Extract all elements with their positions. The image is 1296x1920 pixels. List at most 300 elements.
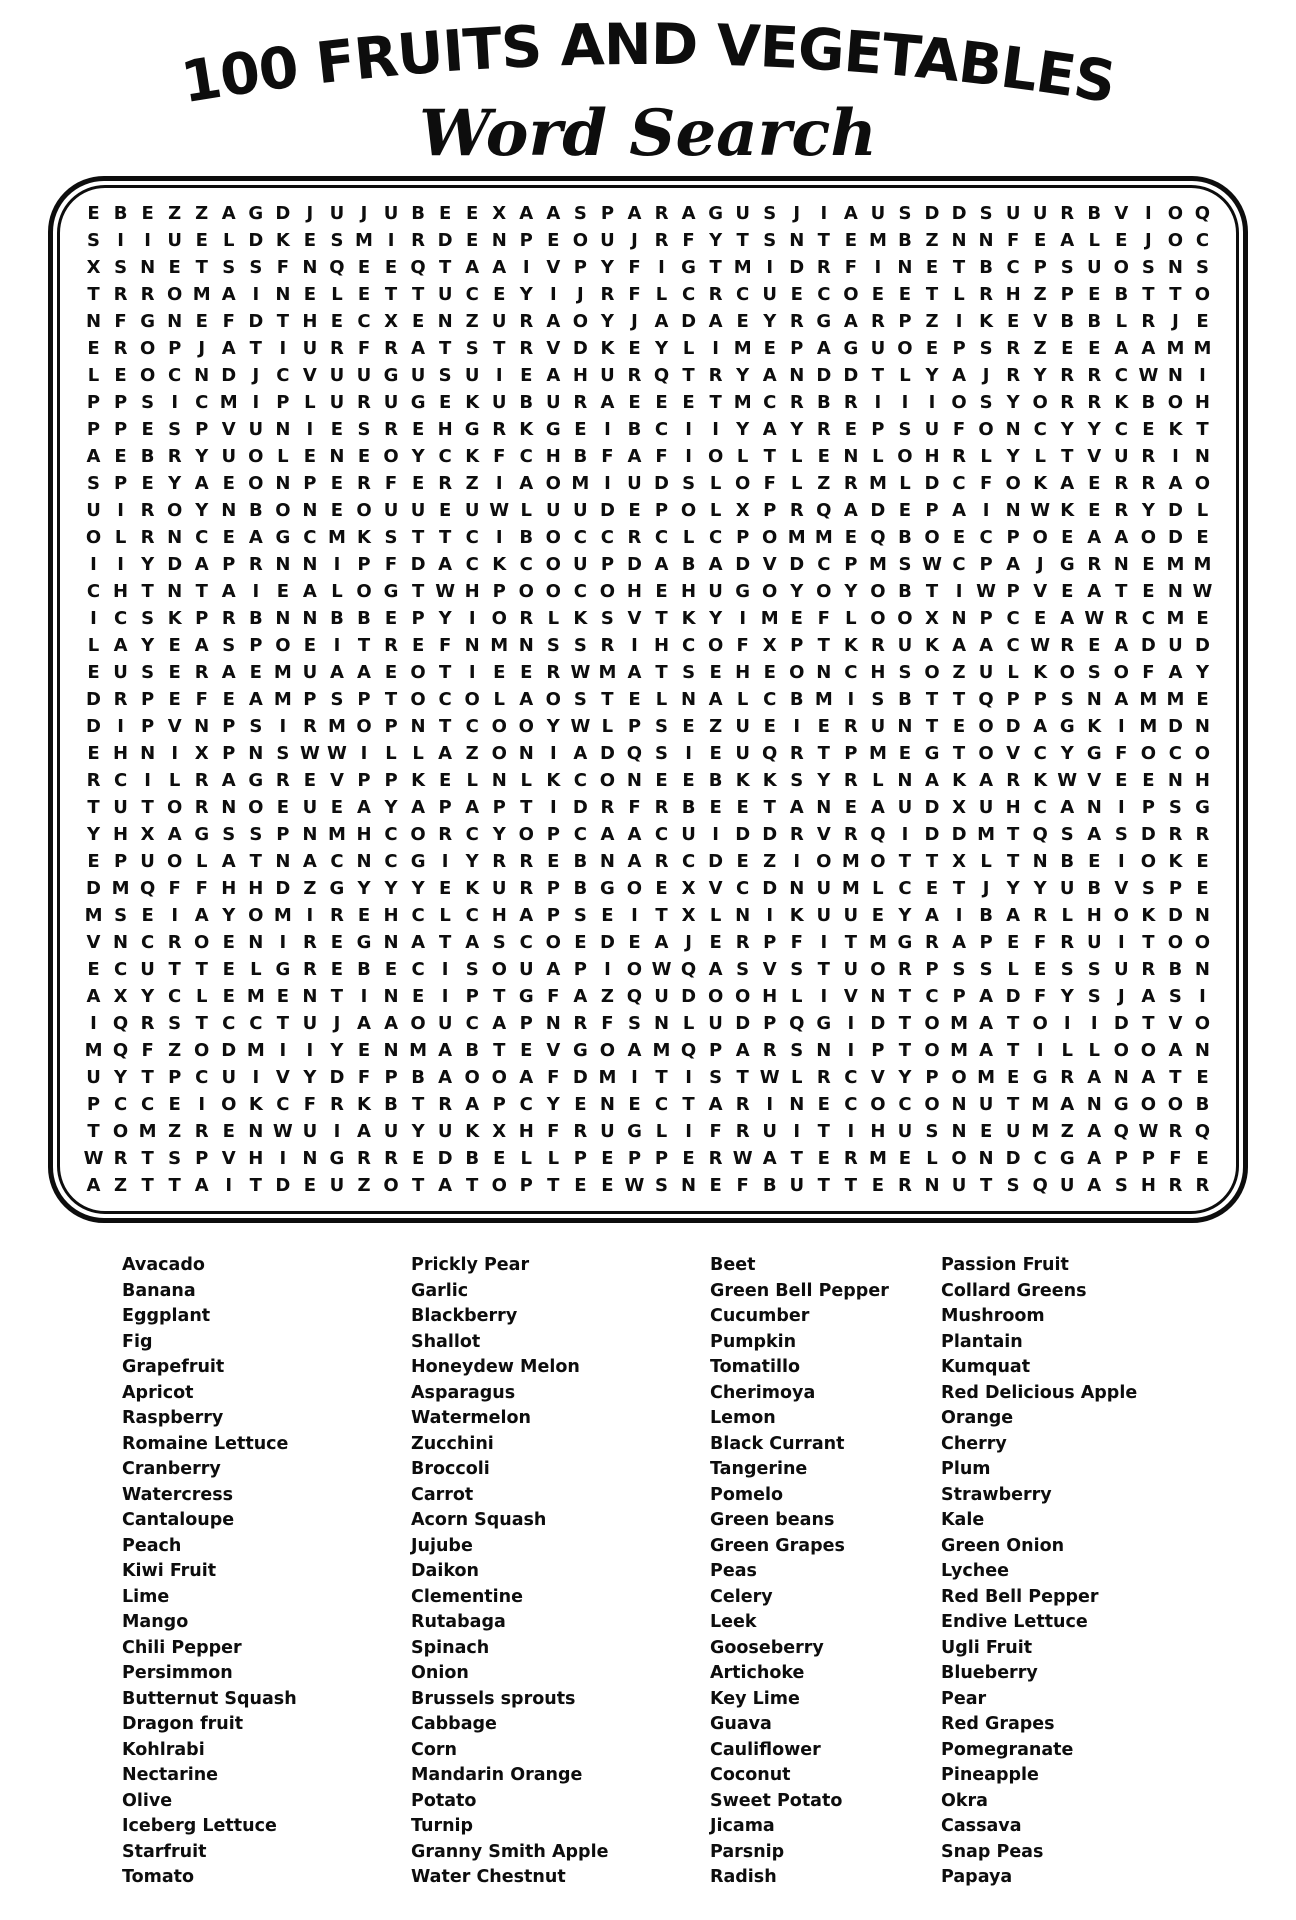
grid-cell: O: [545, 553, 561, 575]
grid-cell: M: [490, 634, 509, 656]
grid-cell: P: [357, 553, 371, 575]
grid-cell: P: [573, 256, 587, 278]
grid-cell: X: [384, 310, 398, 332]
grid-cell: E: [709, 742, 722, 764]
grid-cell: L: [709, 472, 722, 494]
grid-cell: M: [977, 1066, 996, 1088]
grid-cell: A: [979, 1012, 994, 1034]
grid-cell: C: [465, 715, 479, 737]
grid-cell: M: [868, 1147, 887, 1169]
grid-cell: E: [601, 904, 614, 926]
grid-cell: S: [438, 364, 452, 386]
grid-cell: S: [141, 607, 155, 629]
grid-cell: J: [631, 229, 638, 251]
grid-cell: E: [736, 850, 749, 872]
grid-cell: B: [411, 1066, 425, 1088]
grid-cell: M: [111, 877, 130, 899]
grid-cell: K: [1168, 850, 1183, 872]
grid-cell: Y: [384, 796, 398, 818]
grid-cell: F: [736, 634, 749, 656]
grid-cell: R: [1195, 1174, 1210, 1196]
grid-cell: C: [952, 472, 966, 494]
grid-cell: A: [357, 1012, 371, 1034]
grid-cell: U: [1032, 202, 1048, 224]
grid-cell: L: [682, 526, 695, 548]
grid-cell: A: [465, 1093, 480, 1115]
grid-cell: S: [1195, 256, 1209, 278]
grid-cell: N: [275, 553, 291, 575]
grid-cell: T: [384, 688, 398, 710]
grid-cell: G: [816, 1012, 832, 1034]
grid-cell: B: [1114, 283, 1129, 305]
grid-cell: Y: [195, 499, 209, 521]
grid-cell: W: [489, 499, 510, 521]
grid-cell: S: [114, 256, 128, 278]
grid-cell: Q: [410, 256, 426, 278]
grid-cell: H: [870, 1120, 886, 1142]
grid-cell: E: [574, 931, 587, 953]
grid-cell: U: [302, 337, 318, 359]
word-list-item: Coconut: [710, 1765, 791, 1785]
grid-cell: Z: [709, 715, 723, 737]
grid-cell: B: [1168, 958, 1183, 980]
grid-cell: E: [222, 931, 235, 953]
grid-cell: E: [357, 283, 371, 305]
grid-cell: R: [411, 229, 426, 251]
grid-cell: E: [1196, 310, 1209, 332]
grid-cell: G: [545, 418, 561, 440]
grid-cell: C: [817, 553, 831, 575]
grid-cell: A: [492, 1012, 507, 1034]
grid-cell: E: [898, 499, 912, 521]
grid-cell: P: [384, 715, 398, 737]
grid-cell: A: [86, 445, 101, 467]
word-list-item: Zucchini: [411, 1433, 494, 1454]
grid-cell: O: [464, 688, 480, 710]
grid-cell: U: [1059, 1174, 1075, 1196]
grid-cell: C: [817, 283, 831, 305]
grid-cell: Q: [626, 742, 643, 764]
grid-cell: A: [519, 472, 534, 494]
grid-cell: E: [709, 931, 722, 953]
grid-cell: B: [573, 877, 588, 899]
grid-cell: Y: [492, 823, 506, 845]
grid-cell: P: [546, 823, 560, 845]
grid-cell: E: [303, 634, 317, 656]
grid-cell: N: [978, 229, 994, 251]
grid-cell: M: [571, 472, 590, 494]
grid-cell: F: [384, 472, 398, 494]
word-column: [941, 1253, 1296, 1891]
grid-cell: W: [299, 742, 320, 764]
grid-cell: R: [600, 634, 615, 656]
grid-cell: E: [790, 283, 803, 305]
grid-cell: O: [870, 850, 886, 872]
grid-cell: O: [248, 445, 264, 467]
grid-cell: W: [1138, 364, 1159, 386]
grid-cell: O: [897, 445, 913, 467]
grid-cell: T: [141, 580, 154, 602]
grid-cell: J: [306, 202, 314, 224]
grid-cell: Z: [465, 742, 479, 764]
grid-cell: T: [601, 688, 614, 710]
grid-cell: C: [979, 526, 993, 548]
grid-cell: A: [627, 445, 642, 467]
grid-cell: R: [735, 1093, 750, 1115]
grid-cell: P: [357, 769, 371, 791]
grid-cell: Z: [168, 1039, 182, 1061]
grid-cell: U: [248, 418, 264, 440]
grid-cell: R: [1141, 445, 1156, 467]
grid-cell: I: [387, 229, 395, 251]
word-list-item: Garlic: [411, 1280, 469, 1301]
grid-cell: Q: [139, 877, 156, 899]
grid-cell: T: [438, 337, 452, 359]
grid-cell: L: [1061, 904, 1073, 926]
grid-cell: C: [1006, 256, 1020, 278]
grid-cell: T: [1006, 1012, 1020, 1034]
grid-cell: I: [306, 418, 314, 440]
grid-cell: A: [952, 931, 966, 953]
grid-cell: I: [333, 1120, 341, 1142]
grid-cell: C: [465, 553, 479, 575]
grid-cell: W: [976, 580, 997, 602]
word-list-item: Plum: [941, 1459, 991, 1479]
grid-cell: F: [952, 418, 966, 440]
grid-cell: S: [573, 634, 587, 656]
grid-cell: N: [383, 985, 399, 1007]
grid-cell: N: [221, 796, 237, 818]
grid-cell: J: [1117, 985, 1125, 1007]
grid-cell: E: [709, 661, 722, 683]
word-list-item: Dragon fruit: [122, 1714, 244, 1734]
grid-cell: Y: [1006, 877, 1020, 899]
grid-cell: G: [383, 364, 399, 386]
grid-cell: A: [411, 931, 426, 953]
grid-cell: M: [868, 553, 887, 575]
grid-cell: R: [113, 283, 128, 305]
grid-cell: S: [1087, 958, 1101, 980]
grid-cell: E: [357, 445, 371, 467]
grid-cell: M: [1031, 1120, 1050, 1142]
grid-cell: I: [252, 283, 260, 305]
grid-cell: K: [1168, 418, 1183, 440]
grid-cell: A: [1033, 715, 1048, 737]
grid-cell: R: [194, 1120, 209, 1142]
grid-cell: M: [1193, 553, 1212, 575]
grid-cell: P: [546, 877, 560, 899]
grid-cell: C: [654, 1093, 669, 1115]
grid-cell: U: [681, 823, 696, 845]
grid-cell: R: [519, 877, 534, 899]
grid-cell: O: [735, 472, 751, 494]
word-column: [122, 1253, 411, 1891]
grid-cell: I: [441, 958, 449, 980]
grid-cell: C: [1033, 742, 1047, 764]
grid-cell: F: [655, 445, 668, 467]
grid-cell: Q: [978, 688, 994, 710]
grid-cell: Y: [898, 904, 912, 926]
word-list-item: Clementine: [411, 1586, 523, 1607]
grid-cell: X: [925, 607, 939, 629]
grid-cell: C: [681, 283, 696, 305]
grid-cell: A: [843, 202, 858, 224]
grid-cell: E: [1034, 229, 1047, 251]
word-list-item: Black Currant: [710, 1433, 845, 1454]
grid-cell: J: [631, 310, 638, 332]
grid-cell: B: [519, 526, 534, 548]
word-list-item: Blueberry: [941, 1663, 1038, 1683]
grid-cell: H: [735, 661, 751, 683]
grid-cell: U: [816, 904, 832, 926]
grid-cell: T: [817, 742, 830, 764]
grid-cell: K: [465, 445, 480, 467]
grid-cell: A: [465, 796, 480, 818]
grid-cell: T: [384, 283, 398, 305]
grid-cell: U: [140, 958, 155, 980]
word-list-item: Raspberry: [122, 1408, 224, 1428]
grid-cell: I: [360, 742, 368, 764]
grid-cell: A: [1060, 796, 1075, 818]
grid-cell: C: [736, 877, 750, 899]
grid-cell: U: [1086, 931, 1102, 953]
grid-cell: S: [249, 715, 263, 737]
grid-cell: U: [356, 364, 372, 386]
grid-cell: N: [1005, 499, 1021, 521]
grid-cell: A: [438, 553, 453, 575]
grid-cell: G: [248, 769, 264, 791]
grid-cell: F: [114, 310, 127, 332]
grid-cell: T: [736, 1066, 749, 1088]
grid-cell: B: [898, 229, 912, 251]
grid-cell: L: [601, 715, 614, 737]
grid-cell: T: [411, 1093, 425, 1115]
grid-cell: R: [654, 850, 669, 872]
grid-cell: N: [897, 769, 913, 791]
grid-cell: U: [735, 202, 750, 224]
grid-cell: Y: [546, 715, 560, 737]
grid-cell: O: [139, 364, 156, 386]
grid-cell: C: [195, 526, 209, 548]
grid-cell: K: [1087, 715, 1102, 737]
grid-cell: A: [221, 202, 236, 224]
grid-cell: T: [682, 364, 695, 386]
grid-cell: E: [817, 445, 830, 467]
grid-cell: S: [763, 202, 777, 224]
grid-cell: P: [1114, 1147, 1128, 1169]
grid-cell: E: [520, 364, 533, 386]
grid-cell: O: [545, 472, 561, 494]
grid-cell: E: [493, 283, 506, 305]
grid-cell: E: [114, 445, 127, 467]
grid-cell: S: [168, 1147, 182, 1169]
grid-cell: S: [573, 904, 587, 926]
grid-cell: F: [817, 607, 830, 629]
grid-cell: C: [763, 391, 777, 413]
grid-cell: U: [302, 1120, 318, 1142]
grid-cell: R: [1114, 607, 1129, 629]
grid-cell: N: [681, 688, 697, 710]
grid-cell: I: [171, 391, 179, 413]
grid-cell: I: [901, 391, 909, 413]
grid-cell: N: [1167, 769, 1183, 791]
grid-cell: I: [685, 445, 692, 467]
grid-cell: K: [925, 634, 939, 656]
grid-cell: I: [928, 391, 936, 413]
grid-cell: B: [1087, 877, 1102, 899]
grid-cell: Q: [680, 958, 697, 980]
grid-cell: S: [168, 418, 182, 440]
grid-cell: Y: [222, 904, 236, 926]
puzzle-panel-inner: [57, 185, 1239, 1214]
grid-cell: G: [464, 418, 480, 440]
grid-cell: T: [898, 1039, 912, 1061]
word-list-item: Jicama: [710, 1816, 775, 1836]
grid-cell: O: [707, 985, 724, 1007]
grid-cell: E: [682, 1147, 695, 1169]
grid-cell: V: [627, 607, 642, 629]
grid-cell: E: [1006, 310, 1020, 332]
grid-cell: C: [249, 1012, 263, 1034]
grid-cell: U: [437, 1120, 453, 1142]
grid-cell: A: [221, 337, 236, 359]
grid-cell: A: [302, 580, 317, 602]
grid-cell: A: [708, 310, 723, 332]
grid-cell: F: [736, 1174, 749, 1196]
grid-cell: W: [651, 958, 672, 980]
grid-cell: H: [572, 364, 588, 386]
grid-cell: Y: [790, 418, 804, 440]
grid-cell: D: [86, 877, 101, 899]
grid-cell: P: [979, 607, 993, 629]
grid-cell: O: [897, 337, 913, 359]
grid-cell: U: [464, 364, 480, 386]
grid-cell: E: [952, 715, 966, 737]
grid-cell: T: [898, 1012, 912, 1034]
grid-cell: A: [1087, 1174, 1102, 1196]
grid-cell: Q: [329, 256, 345, 278]
grid-cell: E: [736, 796, 749, 818]
grid-cell: O: [978, 418, 994, 440]
grid-cell: F: [357, 337, 371, 359]
grid-cell: O: [221, 1093, 237, 1115]
grid-cell: N: [816, 1039, 832, 1061]
grid-cell: R: [816, 1066, 831, 1088]
grid-cell: K: [465, 391, 480, 413]
grid-cell: N: [302, 607, 318, 629]
grid-cell: S: [979, 202, 993, 224]
grid-cell: A: [627, 1039, 642, 1061]
grid-cell: A: [1087, 580, 1102, 602]
grid-cell: T: [1006, 1039, 1020, 1061]
grid-cell: E: [1061, 526, 1074, 548]
grid-cell: M: [733, 256, 752, 278]
grid-cell: I: [117, 499, 124, 521]
grid-cell: O: [978, 742, 994, 764]
grid-cell: B: [384, 1093, 398, 1115]
grid-cell: T: [168, 958, 181, 980]
grid-cell: N: [383, 1039, 399, 1061]
grid-cell: M: [273, 688, 292, 710]
grid-cell: L: [791, 472, 803, 494]
grid-cell: A: [248, 688, 263, 710]
grid-cell: J: [577, 283, 584, 305]
grid-cell: R: [898, 958, 912, 980]
grid-cell: A: [546, 364, 561, 386]
grid-cell: A: [1087, 1066, 1102, 1088]
grid-cell: N: [275, 283, 291, 305]
grid-cell: E: [871, 283, 885, 305]
grid-cell: H: [653, 634, 670, 656]
grid-cell: W: [570, 661, 591, 683]
grid-cell: F: [1034, 985, 1047, 1007]
grid-cell: L: [412, 742, 424, 764]
grid-cell: T: [1115, 580, 1128, 602]
grid-cell: U: [140, 850, 155, 872]
grid-cell: C: [573, 526, 587, 548]
grid-cell: W: [759, 1066, 780, 1088]
grid-cell: R: [843, 823, 858, 845]
grid-cell: P: [844, 553, 858, 575]
grid-cell: G: [248, 202, 264, 224]
grid-cell: P: [492, 796, 506, 818]
grid-cell: R: [843, 391, 858, 413]
grid-cell: L: [547, 607, 560, 629]
grid-cell: Y: [654, 337, 669, 359]
grid-cell: N: [248, 1120, 264, 1142]
grid-cell: D: [735, 553, 751, 575]
grid-cell: M: [950, 1039, 968, 1061]
grid-cell: N: [302, 256, 318, 278]
grid-cell: N: [951, 1120, 967, 1142]
grid-cell: S: [87, 229, 100, 251]
grid-cell: P: [411, 607, 425, 629]
grid-cell: C: [1033, 1147, 1047, 1169]
grid-cell: A: [1114, 337, 1129, 359]
grid-cell: Y: [357, 877, 371, 899]
grid-cell: C: [411, 904, 425, 926]
grid-cell: N: [275, 607, 291, 629]
grid-cell: I: [820, 202, 828, 224]
grid-cell: X: [113, 985, 128, 1007]
grid-cell: H: [356, 823, 372, 845]
grid-cell: T: [87, 1120, 100, 1142]
grid-cell: R: [519, 310, 534, 332]
grid-cell: P: [519, 1174, 533, 1196]
grid-cell: O: [410, 688, 426, 710]
grid-cell: I: [252, 1066, 260, 1088]
word-list-item: Asparagus: [411, 1382, 516, 1403]
grid-cell: R: [627, 364, 642, 386]
grid-cell: C: [844, 1093, 858, 1115]
grid-cell: J: [982, 364, 990, 386]
grid-cell: L: [87, 364, 100, 386]
grid-cell: G: [518, 985, 534, 1007]
grid-cell: L: [1088, 229, 1101, 251]
word-list-item: Green Onion: [941, 1535, 1065, 1556]
grid-cell: T: [952, 256, 966, 278]
grid-cell: I: [631, 1066, 638, 1088]
word-list-item: Celery: [710, 1586, 773, 1607]
grid-cell: U: [600, 1120, 615, 1142]
grid-cell: O: [1194, 283, 1211, 305]
grid-cell: C: [222, 1012, 236, 1034]
grid-cell: U: [1168, 634, 1183, 656]
grid-cell: A: [519, 904, 534, 926]
grid-cell: B: [113, 202, 128, 224]
grid-cell: G: [708, 202, 723, 224]
grid-cell: U: [167, 229, 182, 251]
